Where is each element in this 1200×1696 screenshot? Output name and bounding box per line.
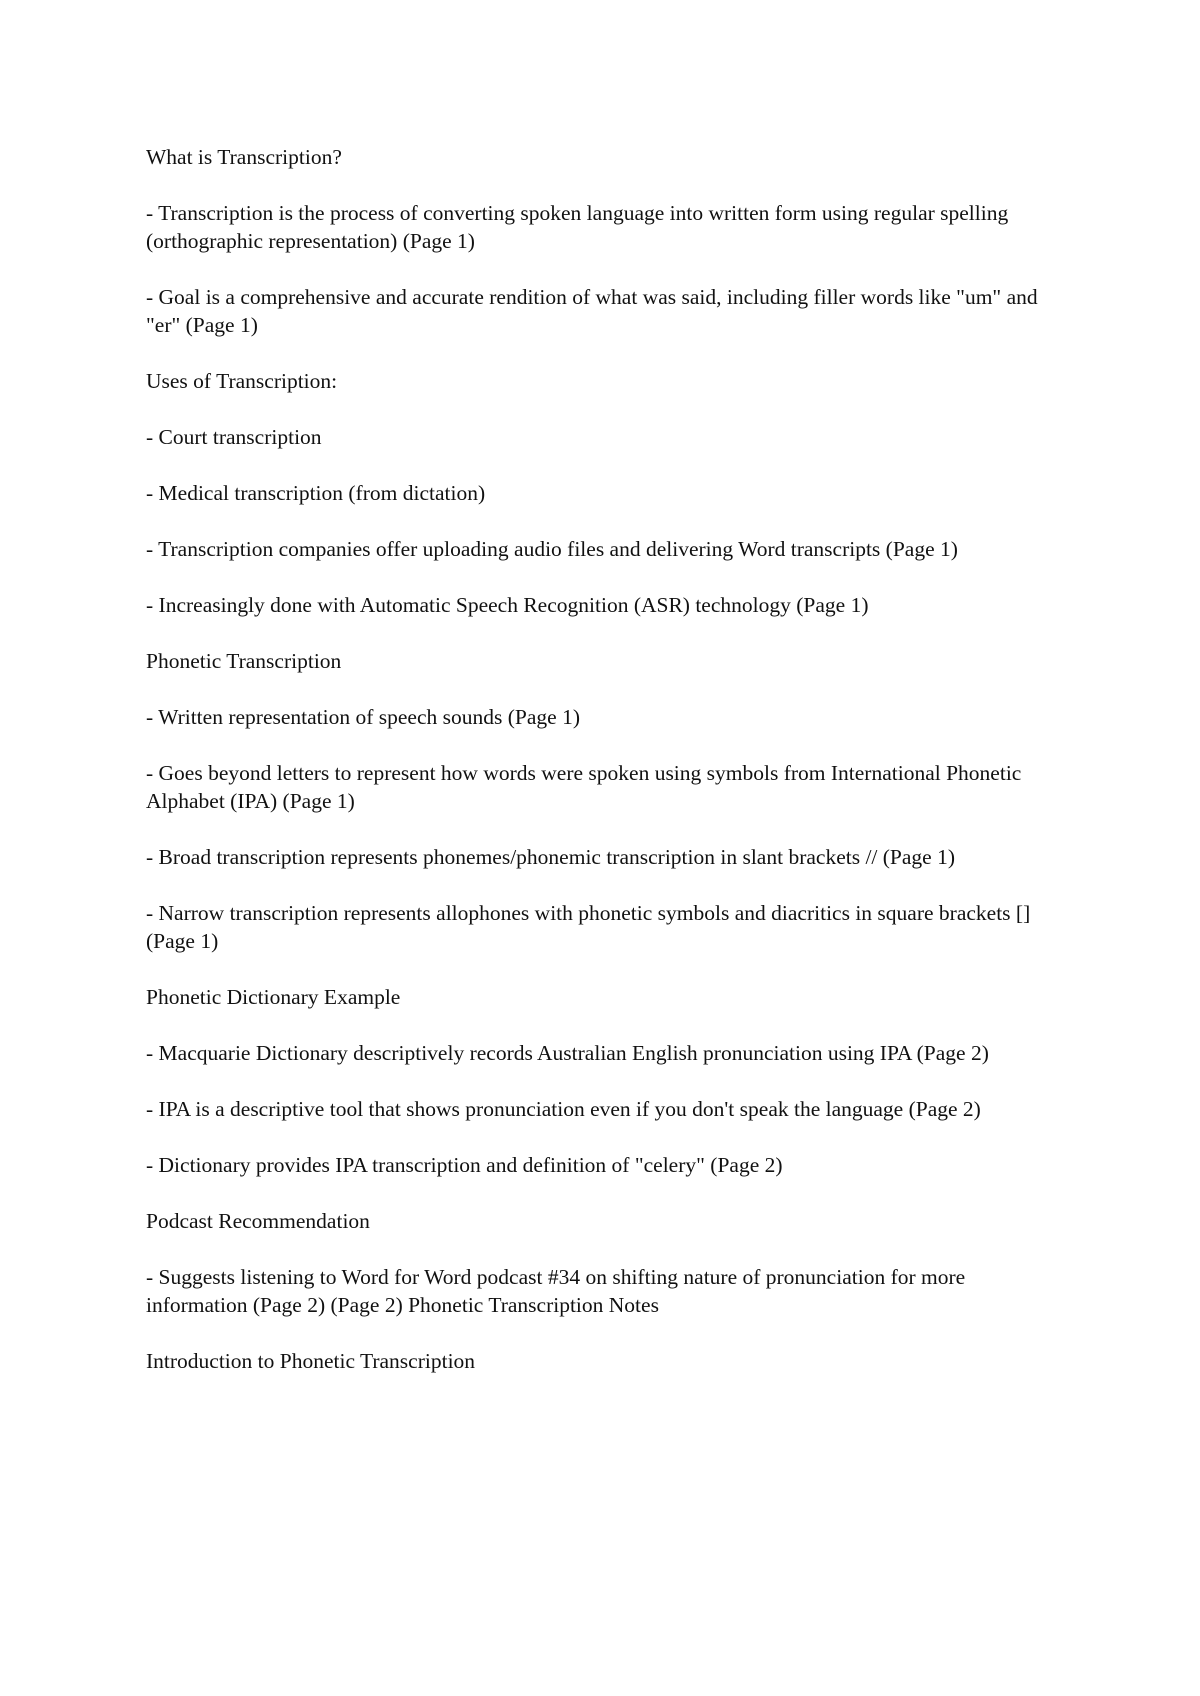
bullet-ipa-descriptive-tool: - IPA is a descriptive tool that shows pronunciation even if you don't speak the language (Page 2) <box>146 1097 981 1121</box>
heading-introduction-phonetic-transcription: Introduction to Phonetic Transcription <box>146 1349 476 1373</box>
heading-podcast-recommendation: Podcast Recommendation <box>146 1209 370 1233</box>
bullet-asr-technology: - Increasingly done with Automatic Speech Recognition (ASR) technology (Page 1) <box>146 593 869 617</box>
bullet-transcription-definition: - Transcription is the process of converting spoken language into written form using regular spelling (orthographic representation) (Page 1) <box>146 201 1009 253</box>
heading-phonetic-transcription: Phonetic Transcription <box>146 649 342 673</box>
document-page <box>146 143 1066 1403</box>
bullet-transcription-companies: - Transcription companies offer uploading audio files and delivering Word transcripts (Page 1) <box>146 537 958 561</box>
heading-uses-of-transcription: Uses of Transcription: <box>146 369 338 393</box>
bullet-medical-transcription: - Medical transcription (from dictation) <box>146 481 486 505</box>
bullet-broad-transcription: - Broad transcription represents phonemes/phonemic transcription in slant brackets // (Page 1) <box>146 845 956 869</box>
heading-what-is-transcription: What is Transcription? <box>146 145 342 169</box>
bullet-transcription-goal: - Goal is a comprehensive and accurate rendition of what was said, including filler words like "um" and "er" (Page 1) <box>146 285 1038 337</box>
bullet-podcast-suggestion: - Suggests listening to Word for Word podcast #34 on shifting nature of pronunciation for more information (Page 2) (Page 2) Phonetic Transcription Notes <box>146 1265 966 1317</box>
bullet-macquarie-dictionary: - Macquarie Dictionary descriptively records Australian English pronunciation using IPA (Page 2) <box>146 1041 989 1065</box>
bullet-court-transcription: - Court transcription <box>146 425 322 449</box>
heading-phonetic-dictionary-example: Phonetic Dictionary Example <box>146 985 401 1009</box>
bullet-speech-sounds: - Written representation of speech sounds (Page 1) <box>146 705 580 729</box>
bullet-celery-definition: - Dictionary provides IPA transcription and definition of "celery" (Page 2) <box>146 1153 783 1177</box>
bullet-narrow-transcription: - Narrow transcription represents allophones with phonetic symbols and diacritics in square brackets [] (Page 1) <box>146 901 1031 953</box>
bullet-ipa-symbols: - Goes beyond letters to represent how words were spoken using symbols from International Phonetic Alphabet (IPA) (Page 1) <box>146 761 1022 813</box>
